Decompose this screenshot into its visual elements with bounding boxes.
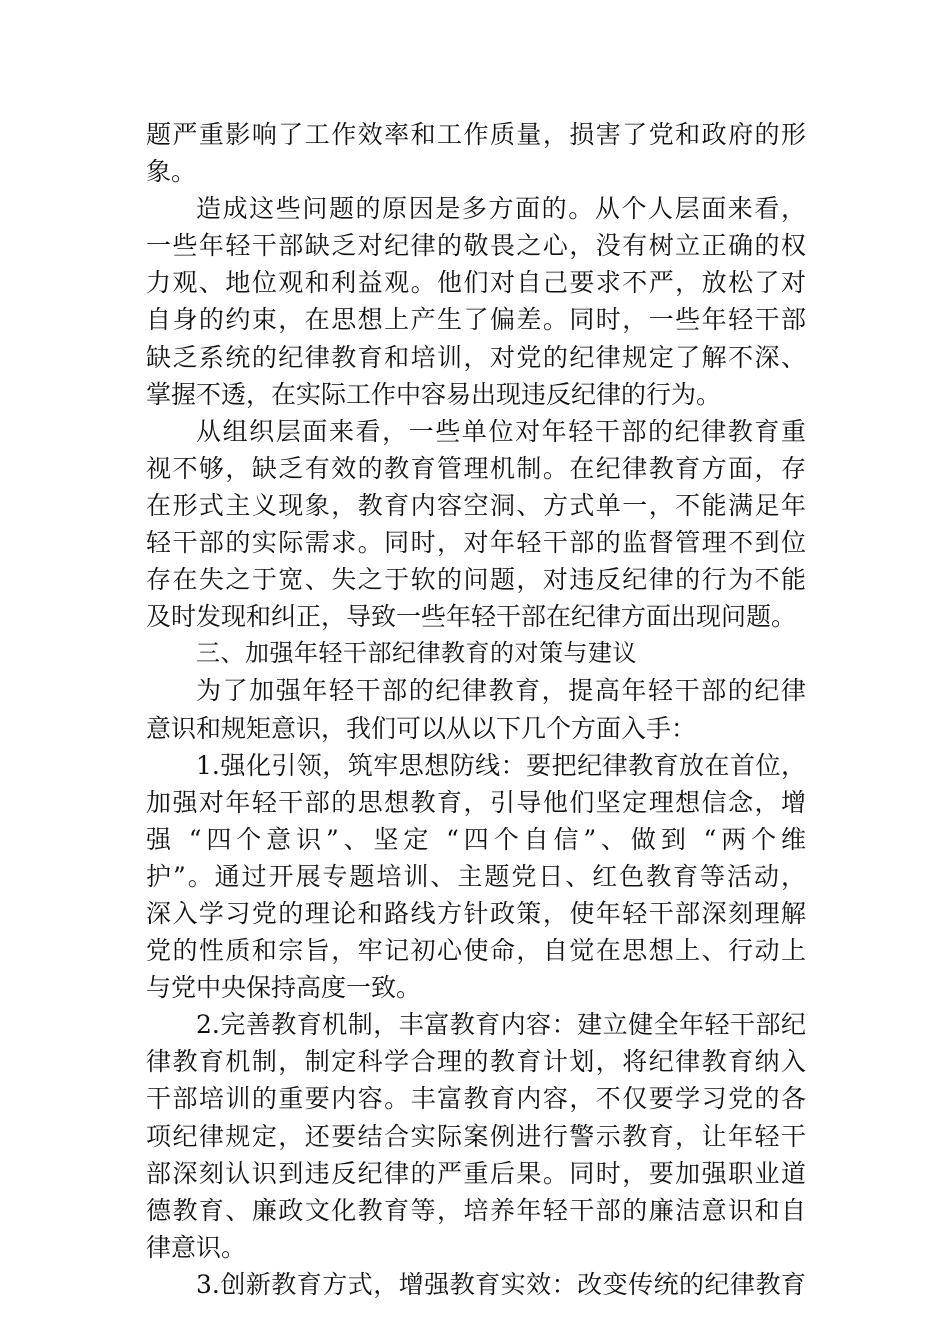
text-line: 象。 bbox=[146, 157, 197, 187]
text-line: 造成这些问题的原因是多方面的。从个人层面来看， bbox=[196, 194, 806, 224]
text-line: 加强对年轻干部的思想教育，引导他们坚定理想信念，增 bbox=[146, 787, 806, 817]
text-line: 2.完善教育机制，丰富教育内容：建立健全年轻干部纪 bbox=[196, 1010, 806, 1040]
text-line: 视不够，缺乏有效的教育管理机制。在纪律教育方面，存 bbox=[146, 453, 806, 483]
text-line: 护”。通过开展专题培训、主题党日、红色教育等活动， bbox=[146, 861, 806, 891]
text-line: 缺乏系统的纪律教育和培训，对党的纪律规定了解不深、 bbox=[146, 342, 806, 372]
text-line: 存在失之于宽、失之于软的问题，对违反纪律的行为不能 bbox=[146, 565, 806, 595]
text-line: 一些年轻干部缺乏对纪律的敬畏之心，没有树立正确的权 bbox=[146, 231, 806, 261]
text-line: 1.强化引领，筑牢思想防线：要把纪律教育放在首位， bbox=[196, 750, 806, 780]
text-line: 强 “四个意识”、坚定 “四个自信”、做到 “两个维 bbox=[146, 824, 806, 854]
text-line: 意识和规矩意识，我们可以从以下几个方面入手： bbox=[146, 713, 697, 743]
text-line: 项纪律规定，还要结合实际案例进行警示教育，让年轻干 bbox=[146, 1121, 806, 1151]
text-line: 德教育、廉政文化教育等，培养年轻干部的廉洁意识和自 bbox=[146, 1195, 806, 1225]
text-line: 在形式主义现象，教育内容空洞、方式单一，不能满足年 bbox=[146, 490, 806, 520]
text-line: 及时发现和纠正，导致一些年轻干部在纪律方面出现问题。 bbox=[146, 602, 797, 632]
document-page bbox=[146, 116, 806, 1303]
text-line: 力观、地位观和利益观。他们对自己要求不严，放松了对 bbox=[146, 268, 806, 298]
text-line: 干部培训的重要内容。丰富教育内容，不仅要学习党的各 bbox=[146, 1084, 806, 1114]
text-line: 律教育机制，制定科学合理的教育计划，将纪律教育纳入 bbox=[146, 1047, 806, 1077]
text-line: 题严重影响了工作效率和工作质量，损害了党和政府的形 bbox=[146, 120, 806, 149]
text-line: 部深刻认识到违反纪律的严重后果。同时，要加强职业道 bbox=[146, 1158, 806, 1188]
text-line: 3.创新教育方式，增强教育实效：改变传统的纪律教育 bbox=[196, 1269, 806, 1299]
section-heading: 三、加强年轻干部纪律教育的对策与建议 bbox=[196, 639, 637, 668]
text-line: 为了加强年轻干部的纪律教育，提高年轻干部的纪律 bbox=[196, 676, 806, 706]
text-line: 律意识。 bbox=[146, 1232, 247, 1262]
text-line: 从组织层面来看，一些单位对年轻干部的纪律教育重 bbox=[196, 416, 806, 446]
text-line: 深入学习党的理论和路线方针政策，使年轻干部深刻理解 bbox=[146, 898, 806, 928]
text-line: 与党中央保持高度一致。 bbox=[146, 973, 422, 1003]
text-line: 轻干部的实际需求。同时，对年轻干部的监督管理不到位 bbox=[146, 528, 806, 558]
text-line: 自身的约束，在思想上产生了偏差。同时，一些年轻干部 bbox=[146, 305, 806, 335]
text-line: 党的性质和宗旨，牢记初心使命，自觉在思想上、行动上 bbox=[146, 936, 806, 966]
text-line: 掌握不透，在实际工作中容易出现违反纪律的行为。 bbox=[146, 379, 722, 409]
